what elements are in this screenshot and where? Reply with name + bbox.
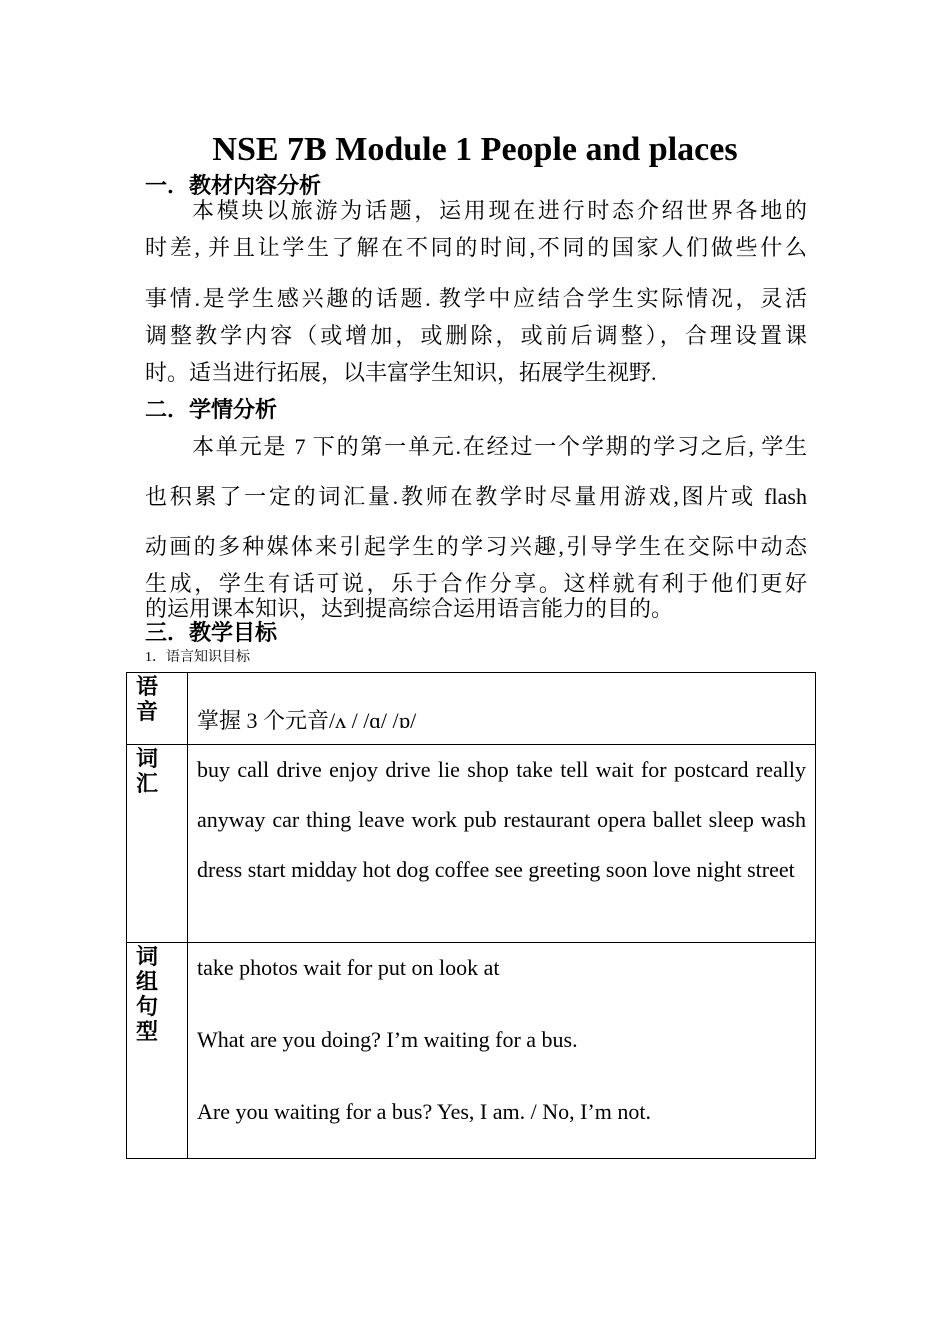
- paragraph-line: 调整教学内容（或增加，或删除，或前后调整），合理设置课: [145, 323, 807, 348]
- row-label: 词汇: [136, 747, 159, 797]
- sentence-pattern-line: Are you waiting for a bus? Yes, I am. / No, I’m not.: [197, 1099, 651, 1124]
- section-heading-learner-analysis: 二．学情分析: [145, 398, 278, 423]
- subsection-label: 1．语言知识目标: [145, 650, 250, 665]
- paragraph-line: 动画的多种媒体来引起学生的学习兴趣,引导学生在交际中动态: [145, 534, 807, 559]
- row-label-cell: [127, 745, 188, 943]
- vocabulary-content: buy call drive enjoy drive lie shop take tell wait for postcard really anyway car thing leave work pub restaurant opera ballet sleep wash dress start midday hot dog coffee see greeting soon love night street: [197, 757, 806, 882]
- paragraph-line: 的运用课本知识，达到提高综合运用语言能力的目的。: [145, 596, 674, 621]
- language-knowledge-table: [126, 672, 816, 1159]
- sentence-pattern-line: What are you doing? I’m waiting for a bus.: [197, 1027, 578, 1052]
- table-row: [127, 673, 816, 745]
- paragraph-line: 也积累了一定的词汇量.教师在教学时尽量用游戏,图片或 flash: [145, 484, 807, 509]
- paragraph-line: 本单元是 7 下的第一单元.在经过一个学期的学习之后, 学生: [192, 434, 807, 459]
- paragraph-line: 时差, 并且让学生了解在不同的时间,不同的国家人们做些什么: [145, 235, 807, 260]
- row-content-cell: [188, 673, 816, 745]
- row-label: 词组句型: [136, 945, 159, 1045]
- row-label-cell: [127, 673, 188, 745]
- phrase-line: take photos wait for put on look at: [197, 955, 500, 980]
- table-row: [127, 943, 816, 1159]
- paragraph-line: 本模块以旅游为话题，运用现在进行时态介绍世界各地的: [192, 198, 807, 223]
- document-title: NSE 7B Module 1 People and places: [212, 131, 738, 168]
- section-heading-teaching-goals: 三．教学目标: [145, 621, 278, 646]
- phonetics-content: 掌握 3 个元音/ʌ / /ɑ/ /ɒ/: [197, 708, 417, 733]
- row-content-cell: [188, 745, 816, 943]
- paragraph-line: 生成，学生有话可说，乐于合作分享。这样就有利于他们更好: [145, 571, 807, 596]
- paragraph-line: 事情.是学生感兴趣的话题. 教学中应结合学生实际情况，灵活: [145, 286, 807, 311]
- row-label: 语音: [136, 675, 159, 725]
- row-content-cell: [188, 943, 816, 1159]
- paragraph-line: 时。适当进行拓展，以丰富学生知识，拓展学生视野.: [145, 360, 657, 385]
- section-heading-textbook-analysis: 一．教材内容分析: [145, 174, 322, 199]
- table-row: [127, 745, 816, 943]
- row-label-cell: [127, 943, 188, 1159]
